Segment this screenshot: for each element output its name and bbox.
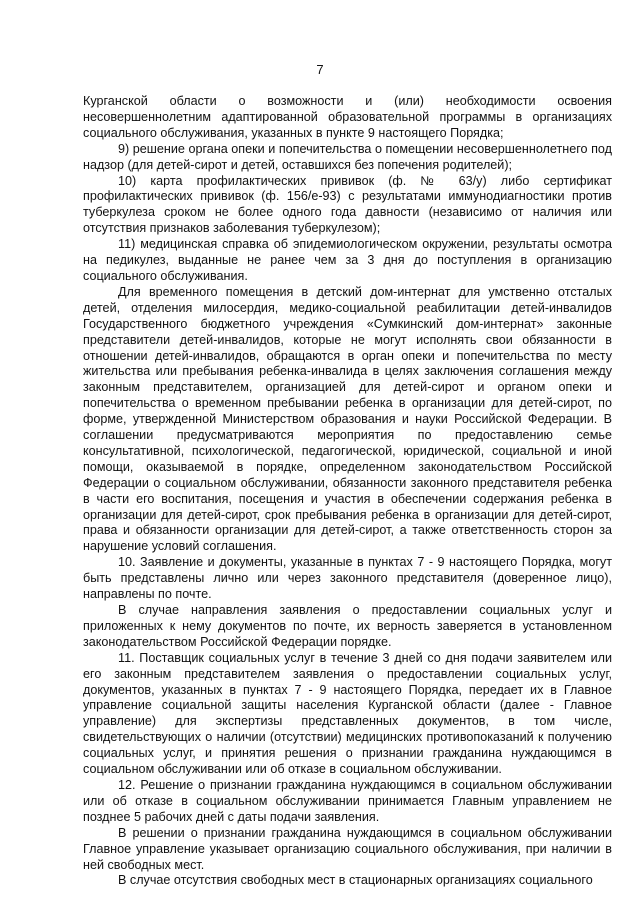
paragraph: 9) решение органа опеки и попечительства о помещении несовершеннолетнего под надзор (для детей-сирот и детей, оставшихся без попечения родителей); — [83, 141, 612, 172]
paragraph: 10) карта профилактических прививок (ф. № 63/у) либо сертификат профилактических прививок (ф. 156/е-93) с результатами иммунодиагностики против туберкулеза сроком не более одного года давности (независимо от наличия или отсутствия признаков заболевания туберкулезом); — [83, 173, 612, 236]
paragraph: 10. Заявление и документы, указанные в пунктах 7 - 9 настоящего Порядка, могут быть представлены лично или через законного представителя (доверенное лицо), направлены по почте. — [83, 555, 612, 602]
paragraph: В решении о признании гражданина нуждающимся в социальном обслуживании Главное управление указывает организацию социального обслуживания, при наличии в ней свободных мест. — [83, 825, 612, 872]
page-number: 7 — [316, 62, 324, 77]
paragraph: Курганской области о возможности и (или) необходимости освоения несовершеннолетним адаптированной образовательной программы в организациях социального обслуживания, указанных в пункте 9 настоящего Порядка; — [83, 94, 612, 140]
paragraph: Для временного помещения в детский дом-интернат для умственно отсталых детей, отделения милосердия, медико-социальной реабилитации детей-инвалидов Государственного бюджетного учреждения «Сумкинский дом-интернат» законные представители детей-инвалидов, которые не могут исполнять свои обязанности в отношении детей-инвалидов, обращаются в орган опеки и попечительства по месту жительства или пребывания ребенка-инвалида в целях заключения соглашения между законным представителем, организацией для детей-сирот и органом опеки и попечительства о временном пребывании ребенка в организации для детей-сирот, по форме, утвержденной Министерством образования и науки Российской Федерации. В соглашении предусматриваются мероприятия по предоставлению семье консультативной, психологической, педагогической, юридической, социальной и иной помощи, оказываемой в порядке, определенном законодательством Российской Федерации о социальном обслуживании, обязанности законного представителя ребенка в части его воспитания, посещения и участия в обеспечении содержания ребенка в организации для детей-сирот, срок пребывания ребенка в организации для детей-сирот, права и обязанности организации для детей-сирот, а также ответственность сторон за нарушение условий соглашения. — [83, 284, 612, 554]
document-body — [83, 94, 612, 889]
paragraph: 11) медицинская справка об эпидемиологическом окружении, результаты осмотра на педикулез, выданные не ранее чем за 3 дня до поступления в организацию социального обслуживания. — [83, 237, 612, 283]
paragraph: 12. Решение о признании гражданина нуждающимся в социальном обслуживании или об отказе в социальном обслуживании принимается Главным управлением не позднее 5 рабочих дней с даты подачи заявления. — [83, 777, 612, 824]
paragraph: В случае направления заявления о предоставлении социальных услуг и приложенных к нему документов по почте, их верность заверяется в установленном законодательством Российской Федерации порядке. — [83, 603, 612, 649]
paragraph: В случае отсутствия свободных мест в стационарных организациях социального — [118, 873, 593, 888]
paragraph: 11. Поставщик социальных услуг в течение 3 дней со дня подачи заявителем или его законным представителем заявления о предоставлении социальных услуг, документов, указанных в пунктах 7 - 9 настоящего Порядка, передает их в Главное управление социальной защиты населения Курганской области (далее - Главное управление) для экспертизы представленных документов, в том числе, свидетельствующих о наличии (отсутствии) медицинских противопоказаний к получению социальных услуг, и принятия решения о признании гражданина нуждающимся в социальном обслуживании или об отказе в социальном обслуживании. — [83, 650, 612, 777]
